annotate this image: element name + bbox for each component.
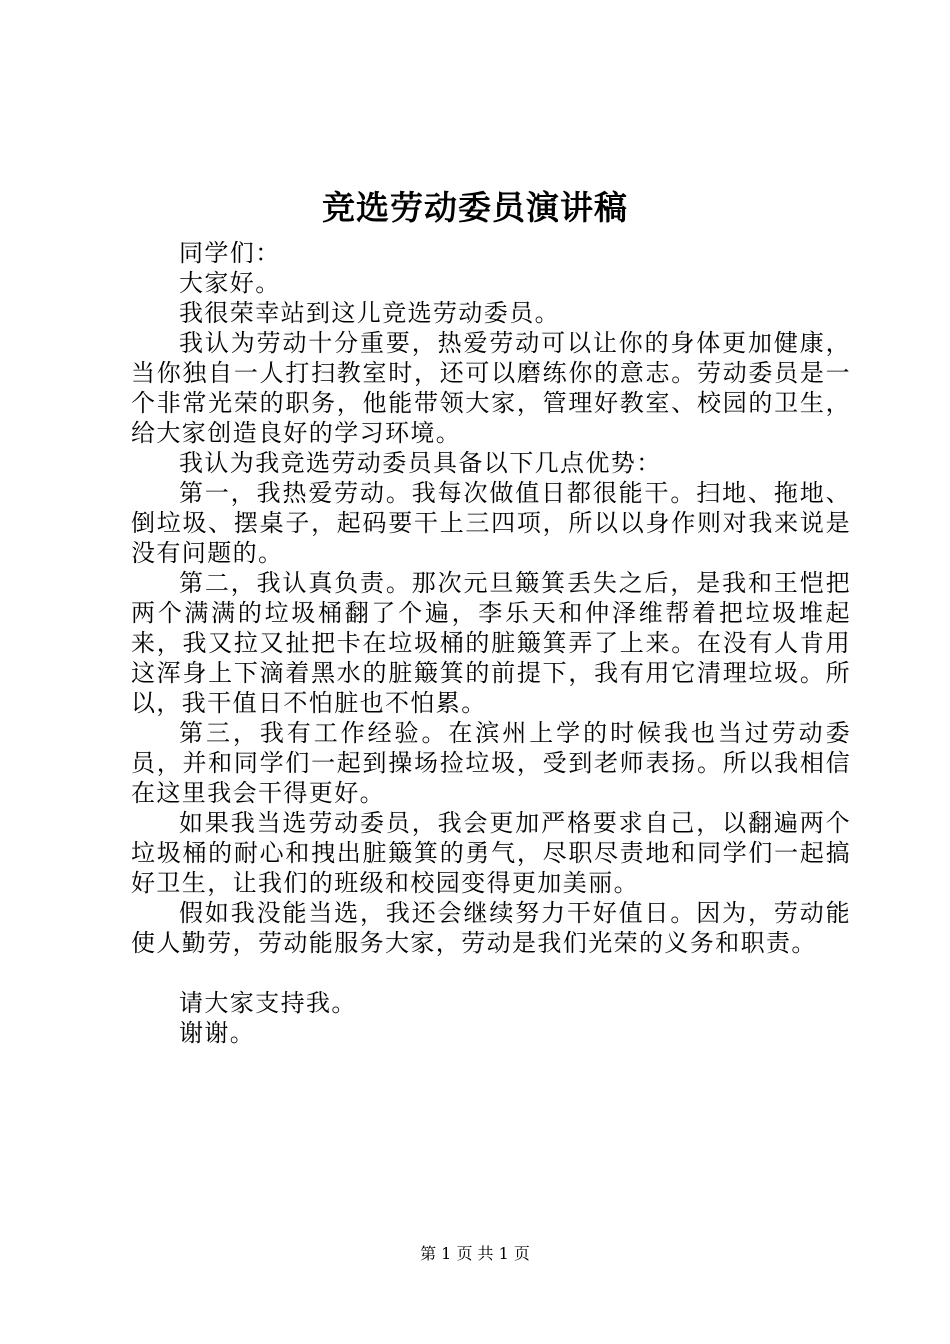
paragraph-thanks: 谢谢。: [179, 1019, 256, 1047]
document-body: [131, 238, 851, 1048]
paragraph-hello: 大家好。: [179, 269, 281, 297]
document-title: 竞选劳动委员演讲稿: [322, 188, 628, 227]
paragraph-advantages-intro: 我认为我竞选劳动委员具备以下几点优势：: [179, 449, 662, 477]
paragraph-importance: 我认为劳动十分重要，热爱劳动可以让你的身体更加健康，当你独自一人打扫教室时，还可以磨练你的意志。劳动委员是一个非常光荣的职务，他能带领大家，管理好教室、校园的卫生，给大家创造良好的学习环境。: [131, 329, 851, 447]
paragraph-if-elected: 如果我当选劳动委员，我会更加严格要求自己，以翻遍两个垃圾桶的耐心和拽出脏簸箕的勇气，尽职尽责地和同学们一起搞好卫生，让我们的班级和校园变得更加美丽。: [131, 809, 851, 897]
paragraph-support: 请大家支持我。: [179, 989, 357, 1017]
paragraph-greeting: 同学们：: [179, 239, 281, 267]
page-number-footer: 第 1 页 共 1 页: [420, 1244, 530, 1263]
paragraph-second-point: 第二，我认真负责。那次元旦簸箕丢失之后，是我和王恺把两个满满的垃圾桶翻了个遍，李乐天和仲泽维帮着把垃圾堆起来，我又拉又扯把卡在垃圾桶的脏簸箕弄了上来。在没有人肯用这浑身上下滴着黑水的脏簸箕的前提下，我有用它清理垃圾。所以，我干值日不怕脏也不怕累。: [131, 569, 851, 717]
paragraph-if-not-elected: 假如我没能当选，我还会继续努力干好值日。因为，劳动能使人勤劳，劳动能服务大家，劳动是我们光荣的义务和职责。: [131, 899, 851, 957]
paragraph-intro: 我很荣幸站到这儿竞选劳动委员。: [179, 299, 560, 327]
paragraph-third-point: 第三，我有工作经验。在滨州上学的时候我也当过劳动委员，并和同学们一起到操场捡垃圾，受到老师表扬。所以我相信在这里我会干得更好。: [131, 719, 851, 807]
paragraph-first-point: 第一，我热爱劳动。我每次做值日都很能干。扫地、拖地、倒垃圾、摆桌子，起码要干上三四项，所以以身作则对我来说是没有问题的。: [131, 479, 851, 567]
